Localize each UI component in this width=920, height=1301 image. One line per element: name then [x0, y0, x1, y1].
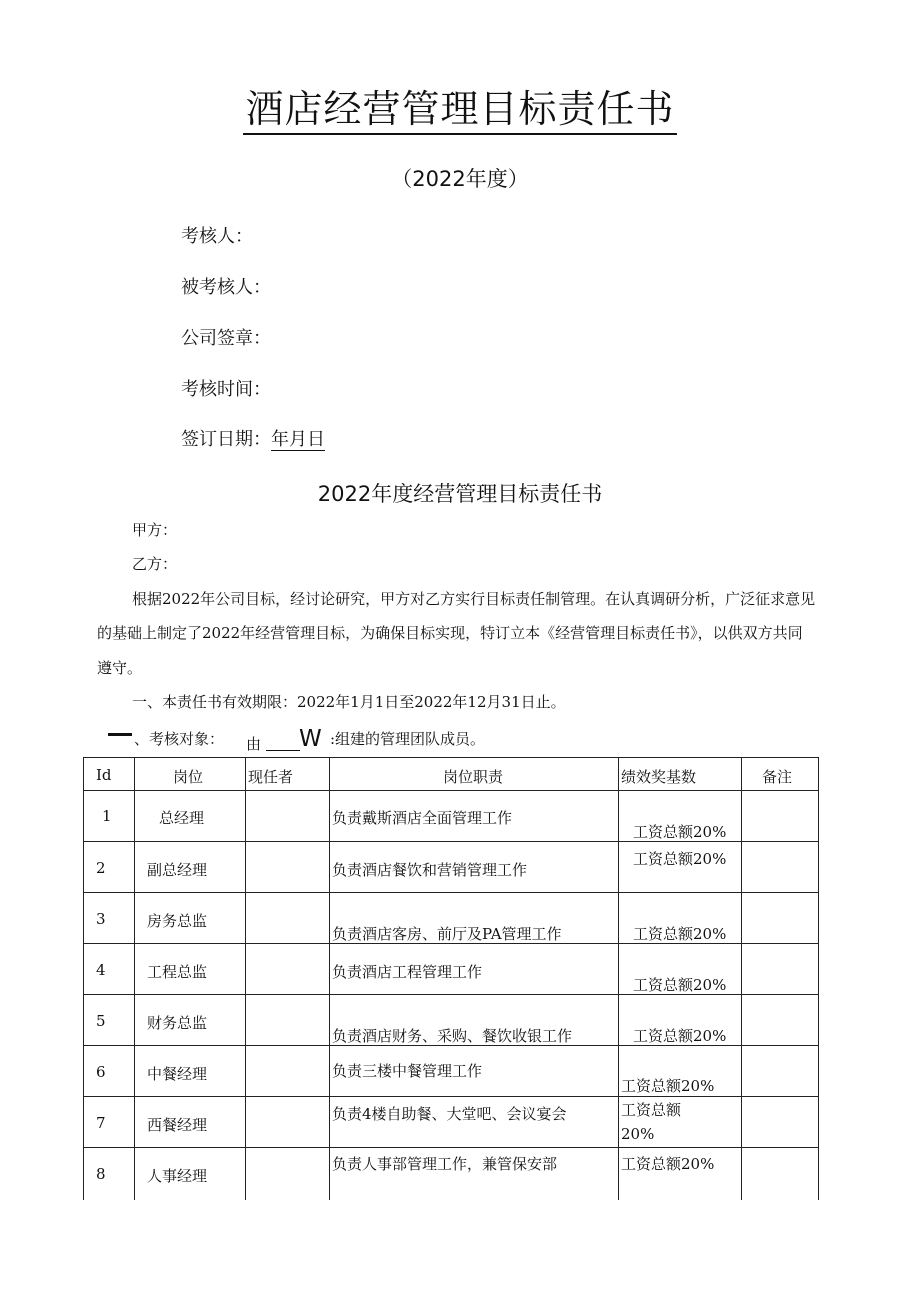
sign-date-value: 年月日 — [271, 429, 325, 450]
clause-target-you: 由 — [246, 735, 262, 753]
clause-target-underline — [266, 750, 300, 751]
table-row — [84, 791, 819, 842]
table-row — [84, 1046, 819, 1097]
row-duty: 负责酒店餐饮和营销管理工作 — [332, 861, 528, 879]
row-id: 7 — [96, 1114, 106, 1132]
row-base: 工资总额20% — [633, 850, 727, 868]
clause-validity: 一、本责任书有效期限：2022年1月1日至2022年12月31日止。 — [132, 693, 566, 711]
row-base-line-1: 工资总额 — [621, 1101, 682, 1119]
row-id: 2 — [96, 859, 106, 877]
examinee-field: 被考核人： — [181, 277, 271, 298]
row-base: 工资总额20% — [621, 1077, 715, 1095]
clause-target-rest: :组建的管理团队成员。 — [330, 730, 486, 748]
row-id: 1 — [102, 807, 112, 825]
table-row — [84, 995, 819, 1046]
table-header-row — [84, 758, 819, 791]
header-cell-holder: 现任者 — [246, 758, 330, 791]
sign-date-field — [181, 425, 325, 451]
section-title: 2022年度经营管理目标责任书 — [317, 482, 603, 506]
table-row — [84, 842, 819, 893]
row-post: 总经理 — [159, 809, 205, 827]
clause-target-blank: W — [299, 726, 322, 752]
row-duty: 负责酒店客房、前厅及PA管理工作 — [332, 925, 562, 943]
row-duty: 负责三楼中餐管理工作 — [332, 1062, 483, 1080]
row-post: 西餐经理 — [147, 1116, 208, 1134]
row-post: 工程总监 — [147, 963, 208, 981]
row-duty: 负责戴斯酒店全面管理工作 — [332, 809, 513, 827]
row-post: 人事经理 — [147, 1167, 208, 1185]
intro-line-3: 遵守。 — [97, 659, 143, 677]
row-base: 工资总额20% — [633, 1027, 727, 1045]
row-post: 中餐经理 — [147, 1065, 208, 1083]
header-cell-duty: 岗位职责 — [330, 758, 619, 791]
row-id: 4 — [96, 961, 106, 979]
clause-target-label: 、考核对象： — [134, 730, 225, 748]
party-a: 甲方： — [132, 521, 178, 539]
row-id: 8 — [96, 1165, 106, 1183]
row-id: 3 — [96, 910, 106, 928]
company-seal-field: 公司签章： — [181, 328, 271, 349]
row-duty: 负责酒店财务、采购、餐饮收银工作 — [332, 1027, 573, 1045]
row-base: 工资总额20% — [633, 925, 727, 943]
row-id: 6 — [96, 1063, 106, 1081]
table-row — [84, 893, 819, 944]
row-post: 房务总监 — [147, 912, 208, 930]
row-duty: 负责酒店工程管理工作 — [332, 963, 483, 981]
table-row — [84, 1097, 819, 1148]
clause-dash — [108, 733, 132, 736]
intro-line-2: 的基础上制定了2022年经营管理目标，为确保目标实现，特订立本《经营管理目标责任书》，以供双方共同 — [97, 624, 803, 642]
party-b: 乙方： — [132, 555, 178, 573]
row-post: 副总经理 — [147, 861, 208, 879]
exam-time-field: 考核时间： — [181, 379, 271, 400]
row-post: 财务总监 — [147, 1014, 208, 1032]
row-base: 工资总额20% — [633, 976, 727, 994]
document-year: （2022年度） — [391, 167, 529, 191]
row-duty: 负责人事部管理工作，兼管保安部 — [332, 1155, 558, 1173]
intro-line-1: 根据2022年公司目标，经讨论研究，甲方对乙方实行目标责任制管理。在认真调研分析，广泛征求意见 — [132, 590, 816, 608]
row-base: 工资总额20% — [621, 1155, 715, 1173]
row-duty: 负责4楼自助餐、大堂吧、会议宴会 — [332, 1105, 567, 1123]
header-cell-base: 绩效奖基数 — [619, 758, 742, 791]
table-row — [84, 944, 819, 995]
row-id: 5 — [96, 1012, 106, 1030]
header-cell-post: 岗位 — [135, 758, 246, 791]
header-cell-note: 备注 — [742, 758, 819, 791]
table-row — [84, 1148, 819, 1201]
examiner-field: 考核人： — [181, 226, 253, 247]
document-title: 酒店经营管理目标责任书 — [0, 78, 920, 133]
header-cell-id: Id — [84, 758, 135, 791]
sign-date-label: 签订日期： — [181, 429, 271, 450]
position-table — [83, 757, 819, 1200]
row-base-line-2: 20% — [621, 1125, 655, 1143]
row-base: 工资总额20% — [633, 823, 727, 841]
